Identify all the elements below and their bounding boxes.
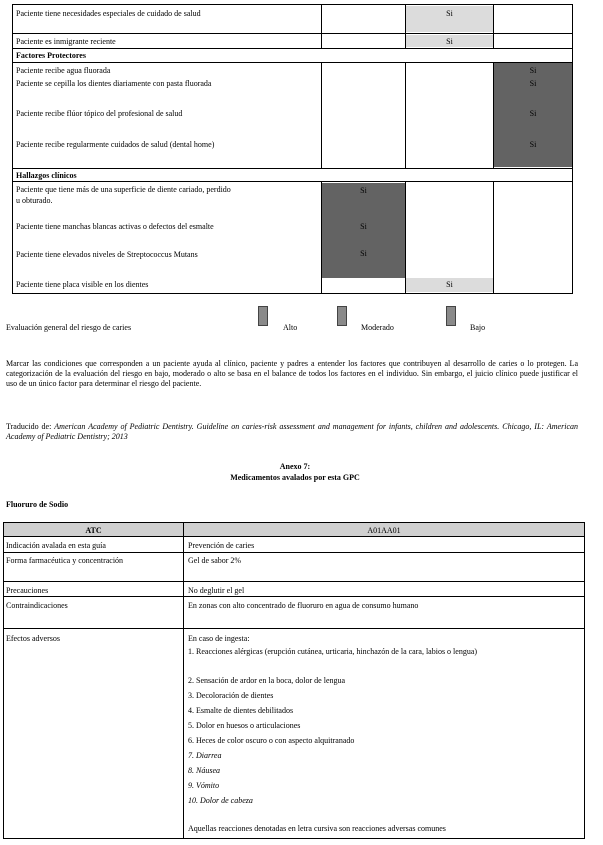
low-risk-swatch (446, 306, 456, 326)
source-prefix: Traducido de: (6, 422, 55, 431)
clinical-row-decayed-cont: u obturado. (16, 196, 53, 205)
clinical-findings-title: Hallazgos clínicos (16, 171, 77, 180)
drug-row-value: No deglutir el gel (188, 586, 245, 595)
drug-row-label: Forma farmacéutica y concentración (6, 556, 124, 565)
drug-row-label: Contraindicaciones (6, 601, 68, 610)
overall-risk-label: Evaluación general del riesgo de caries (6, 323, 132, 332)
adverse-item: 7. Diarrea (188, 751, 222, 760)
annex-subtitle: Medicamentos avalados por esta GPC (230, 473, 360, 482)
protective-row-topical-fluoride: Paciente recibe flúor tópico del profesional de salud (16, 109, 183, 118)
drug-table-header-atc: ATC (85, 526, 102, 535)
clinical-row-streptococcus: Paciente tiene elevados niveles de Streptococcus Mutans (16, 250, 198, 259)
adverse-item: 6. Heces de color oscuro o con aspecto alquitranado (188, 736, 355, 745)
moderate-risk-swatch (337, 306, 347, 326)
clinical-row-plaque: Paciente tiene placa visible en los dientes (16, 280, 149, 289)
si-mark: Si (446, 9, 453, 18)
adverse-item: 9. Vómito (188, 781, 220, 790)
drug-row-label: Indicación avalada en esta guía (6, 541, 106, 550)
clinical-row-decayed: Paciente que tiene más de una superficie de diente cariado, perdido (16, 185, 231, 194)
risk-row-special-needs: Paciente tiene necesidades especiales de cuidado de salud (16, 9, 201, 18)
annex-title: Anexo 7: (279, 462, 311, 471)
adverse-item: 10. Dolor de cabeza (188, 796, 253, 805)
adverse-item: 1. Reacciones alérgicas (erupción cutánea, urticaria, hinchazón de la cara, labios o lengua) (188, 647, 478, 656)
high-risk-label: Alto (283, 323, 298, 332)
source-citation (6, 422, 578, 442)
adverse-item: 2. Sensación de ardor en la boca, dolor de lengua (188, 676, 346, 685)
explanation-paragraph: Marcar las condiciones que corresponden a un paciente ayuda al clínico, paciente y padres a entender los factores que contribuyen al desarrollo de caries o lo protegen. La categorización de la evaluación del riesgo en bajo, moderado o alto se basa en el balance de todos los factores en el individuo. Sin embargo, el juicio clínico puede justificar el uso de un único factor para determinar el riesgo del paciente. (6, 359, 578, 388)
si-mark: Si (529, 79, 537, 88)
si-mark: Si (529, 109, 537, 118)
si-mark: Si (446, 37, 453, 46)
drug-table-header-code: A01AA01 (367, 526, 401, 535)
drug-name: Fluoruro de Sodio (6, 500, 69, 509)
adverse-intro: En caso de ingesta: (188, 634, 250, 643)
si-mark: Si (360, 249, 367, 258)
high-risk-swatch (258, 306, 268, 326)
adverse-item: 3. Decoloración de dientes (188, 691, 274, 700)
drug-row-label: Precauciones (6, 586, 49, 595)
adverse-item: 8. Náusea (188, 766, 220, 775)
si-mark: Si (529, 140, 537, 149)
si-mark: Si (529, 66, 537, 75)
drug-row-value: Prevención de caries (188, 541, 255, 550)
protective-factors-title: Factores Protectores (16, 51, 86, 60)
risk-row-immigrant: Paciente es inmigrante reciente (16, 37, 116, 46)
adverse-note: Aquellas reacciones denotadas en letra cursiva son reacciones adversas comunes (188, 824, 446, 833)
adverse-effects-label: Efectos adversos (6, 634, 60, 643)
source-reference: American Academy of Pediatric Dentistry. Guideline on caries-risk assessment and management for infants, children and adolescents. Chicago, IL: American Academy of Pediatric Dentistry; 2013 (6, 422, 578, 441)
protective-row-brushing: Paciente se cepilla los dientes diariamente con pasta fluorada (16, 79, 212, 88)
clinical-row-white-spots: Paciente tiene manchas blancas activas o defectos del esmalte (16, 222, 214, 231)
adverse-item: 4. Esmalte de dientes debilitados (188, 706, 294, 715)
protective-row-dental-home: Paciente recibe regularmente cuidados de salud (dental home) (16, 140, 215, 149)
si-mark: Si (360, 186, 367, 195)
adverse-item: 5. Dolor en huesos o articulaciones (188, 721, 301, 730)
moderate-risk-label: Moderado (361, 323, 394, 332)
si-mark: Si (446, 280, 453, 289)
drug-row-value: En zonas con alto concentrado de fluoruro en agua de consumo humano (188, 601, 419, 610)
protective-row-fluoridated-water: Paciente recibe agua fluorada (16, 66, 111, 75)
low-risk-label: Bajo (470, 323, 486, 332)
drug-row-value: Gel de sabor 2% (188, 556, 242, 565)
si-mark: Si (360, 222, 367, 231)
